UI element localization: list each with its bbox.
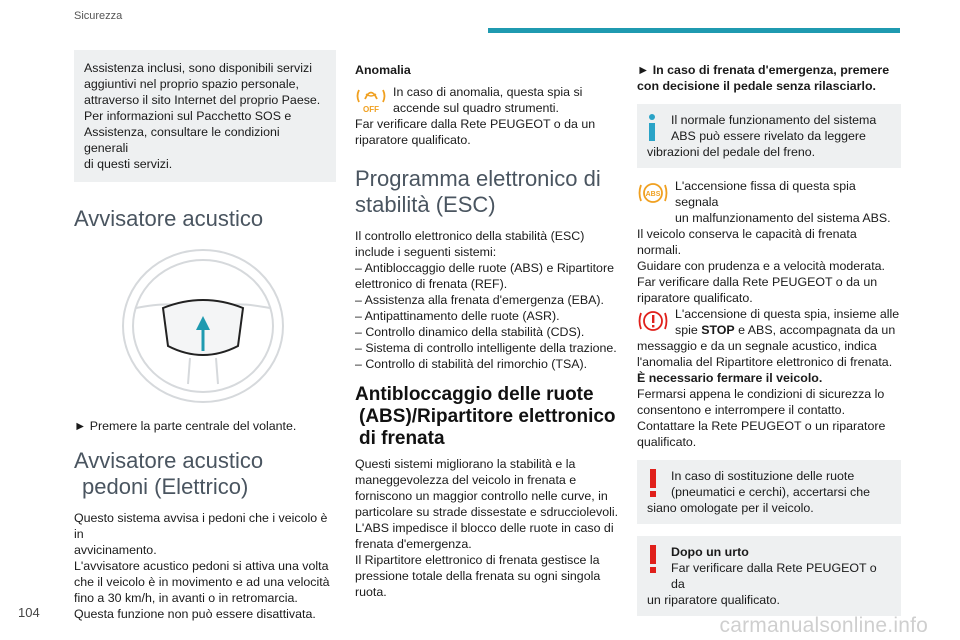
- text-line: siano omologate per il veicolo.: [647, 501, 814, 515]
- stop-vehicle-warning: È necessario fermare il veicolo.: [637, 371, 823, 385]
- text-line: L'accensione di questa spia, insieme alle: [675, 307, 900, 321]
- svg-text:ABS: ABS: [645, 191, 661, 198]
- text-line: consentono e interrompere il contatto.: [637, 403, 846, 417]
- brake-lamp-row: [637, 306, 901, 338]
- text-line: Questi sistemi migliorano la stabilità e la: [355, 457, 576, 471]
- column-3: [637, 62, 901, 616]
- pedestrian-horn-text: [74, 510, 336, 622]
- text-line: Assistenza inclusi, sono disponibili servizi: [84, 61, 312, 75]
- abs-text: [355, 456, 621, 600]
- text-line: l'anomalia del Ripartitore elettronico di frenata.: [637, 355, 893, 369]
- heading-line: (ABS)/Ripartitore elettronico: [359, 406, 616, 427]
- text-line: messaggio e da un segnale acustico, indica: [637, 339, 877, 353]
- text-line: – Controllo dinamico della stabilità (CDS).: [355, 325, 585, 339]
- text-line: Per informazioni sul Pacchetto SOS e: [84, 109, 292, 123]
- text-line: accende sul quadro strumenti.: [393, 101, 559, 115]
- warning-note-crash: [637, 536, 901, 616]
- text-fragment: e ABS, accompagnata da un: [734, 323, 896, 337]
- text-line: – Antipattinamento delle ruote (ASR).: [355, 309, 560, 323]
- text-line: Il controllo elettronico della stabilità (ESC): [355, 229, 585, 243]
- column-2: [355, 62, 621, 600]
- text-line: Far verificare dalla Rete PEUGEOT o da: [671, 561, 877, 591]
- text-line: L'avvisatore acustico pedoni si attiva una volta: [74, 559, 329, 573]
- text-line: riparatore qualificato.: [637, 291, 753, 305]
- header-accent-bar: [488, 28, 900, 33]
- text-line: ruota.: [355, 585, 387, 599]
- text-line: Fermarsi appena le condizioni di sicurezza lo: [637, 387, 885, 401]
- sos-note-box: [74, 50, 336, 182]
- text-line: che il veicolo è in movimento e ad una velocità: [74, 575, 330, 589]
- text-line: In caso di sostituzione delle ruote: [671, 469, 855, 483]
- emergency-brake-step: [637, 62, 901, 94]
- column-1: [74, 50, 336, 622]
- text-line: – Assistenza alla frenata d'emergenza (EBA).: [355, 293, 604, 307]
- text-line: di questi servizi.: [84, 157, 173, 171]
- heading-line: Programma elettronico di: [355, 166, 601, 191]
- text-line: fino a 30 km/h, in avanti o in retromarcia.: [74, 591, 298, 605]
- text-line: Far verificare dalla Rete PEUGEOT o da un: [637, 275, 878, 289]
- text-line: [675, 322, 901, 338]
- brake-lamp-icon: [637, 306, 669, 336]
- text-line: – Sistema di controllo intelligente della trazione.: [355, 341, 617, 355]
- text-line: con decisione il pedale senza rilasciarlo.: [637, 79, 876, 93]
- heading-line: Avvisatore acustico: [74, 448, 264, 473]
- text-line: Questa funzione non può essere disattivata.: [74, 607, 316, 621]
- text-line: un riparatore qualificato.: [647, 593, 780, 607]
- text-line: avvicinamento.: [74, 543, 157, 557]
- text-line: un malfunzionamento del sistema ABS.: [675, 211, 891, 225]
- esc-off-lamp-row: [355, 84, 621, 116]
- svg-text:OFF: OFF: [363, 105, 379, 114]
- heading-anomalia: Anomalia: [355, 63, 411, 77]
- text-line: aggiuntivi nel proprio spazio personale,: [84, 77, 299, 91]
- warning-icon: [647, 545, 659, 579]
- text-line: Il veicolo conserva le capacità di frenata normali.: [637, 227, 857, 257]
- text-line: – Controllo di stabilità del rimorchio (TSA).: [355, 357, 588, 371]
- text-line: – Antibloccaggio delle ruote (ABS) e Ripartitore: [355, 261, 614, 275]
- text-line: ► In caso di frenata d'emergenza, premere: [637, 63, 890, 77]
- text-line: frenata d'emergenza.: [355, 537, 472, 551]
- warning-title: Dopo un urto: [671, 545, 749, 559]
- section-title: Sicurezza: [74, 10, 123, 22]
- heading-line: Antibloccaggio delle ruote: [355, 384, 594, 405]
- heading-line: di frenata: [359, 428, 445, 449]
- text-line: elettronico di frenata (REF).: [355, 277, 508, 291]
- heading-pedestrian-horn: [74, 448, 336, 500]
- steering-wheel-horn-icon: [118, 246, 288, 406]
- heading-abs: [355, 384, 621, 450]
- stop-label: STOP: [701, 323, 735, 337]
- esc-text: [355, 228, 621, 372]
- text-line: Il Ripartitore elettronico di frenata gestisce la: [355, 553, 600, 567]
- text-line: include i seguenti sistemi:: [355, 245, 497, 259]
- text-line: qualificato.: [637, 435, 697, 449]
- text-line: Questo sistema avvisa i pedoni che i veicolo è in: [74, 511, 328, 541]
- warning-icon: [647, 469, 659, 503]
- info-note: [637, 104, 901, 168]
- text-line: L'ABS impedisce il blocco delle ruote in caso di: [355, 521, 614, 535]
- text-line: Il normale funzionamento del sistema: [671, 113, 877, 127]
- heading-line: pedoni (Elettrico): [82, 474, 249, 499]
- heading-esc: [355, 166, 621, 218]
- text-line: Guidare con prudenza e a velocità moderata.: [637, 259, 885, 273]
- info-icon: [647, 113, 661, 147]
- text-line: riparatore qualificato.: [355, 133, 471, 147]
- text-line: vibrazioni del pedale del freno.: [647, 145, 816, 159]
- text-line: Far verificare dalla Rete PEUGEOT o da un: [355, 117, 596, 131]
- text-line: maneggevolezza del veicolo in frenata e: [355, 473, 577, 487]
- text-line: pressione totale della frenata su ogni singola: [355, 569, 601, 583]
- warning-note-wheels: [637, 460, 901, 524]
- text-line: forniscono un maggior controllo nelle curve, in: [355, 489, 608, 503]
- horn-step: ► Premere la parte centrale del volante.: [74, 419, 297, 433]
- heading-horn: Avvisatore acustico: [74, 206, 264, 231]
- esc-off-lamp-icon: [355, 84, 387, 114]
- abs-lamp-row: [637, 178, 901, 226]
- text-line: attraverso il sito Internet del proprio Paese.: [84, 93, 321, 107]
- page-number: 104: [18, 605, 40, 620]
- text-fragment: spie: [675, 323, 702, 337]
- text-line: particolare su strade dissestate e sdrucciolevoli.: [355, 505, 619, 519]
- text-line: Assistenza, consultare le condizioni generali: [84, 125, 280, 155]
- abs-lamp-icon: [637, 178, 669, 208]
- watermark: carmanualsonline.info: [719, 614, 928, 637]
- text-line: ABS può essere rivelato da leggere: [671, 129, 866, 143]
- heading-line: stabilità (ESC): [355, 192, 496, 217]
- text-line: In caso di anomalia, questa spia si: [393, 85, 583, 99]
- text-line: L'accensione fissa di questa spia segnala: [675, 179, 856, 209]
- text-line: (pneumatici e cerchi), accertarsi che: [671, 485, 871, 499]
- text-line: Contattare la Rete PEUGEOT o un riparatore: [637, 419, 886, 433]
